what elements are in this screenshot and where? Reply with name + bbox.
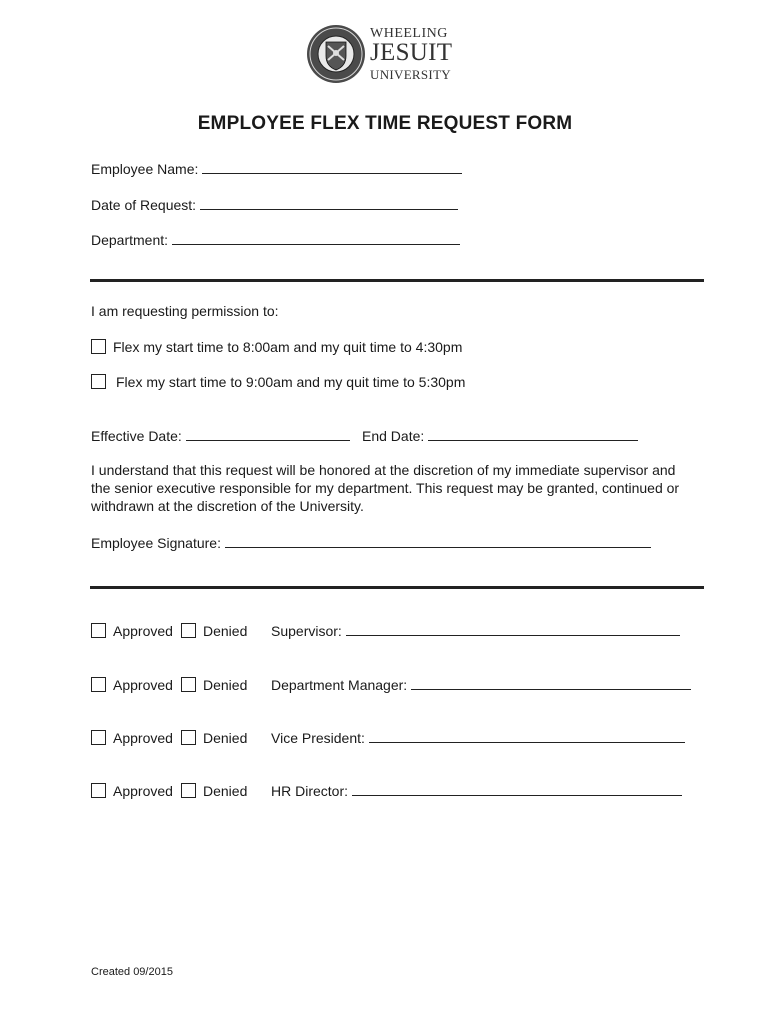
flex-option-1[interactable]: [91, 338, 462, 356]
department-line[interactable]: [172, 231, 460, 245]
hr-director-signature-line[interactable]: [352, 782, 682, 796]
denied-checkbox[interactable]: [181, 677, 196, 692]
approved-option[interactable]: [91, 622, 173, 640]
date-of-request-field[interactable]: [91, 196, 458, 214]
approval-row-department-manager: [91, 676, 691, 696]
end-date-line[interactable]: [428, 427, 638, 441]
denied-label: Denied: [203, 783, 248, 799]
end-date-field[interactable]: [362, 427, 638, 445]
section-divider-1: [90, 279, 704, 282]
flex-option-2[interactable]: [91, 373, 465, 391]
denied-option[interactable]: [181, 782, 247, 800]
logo-line-3: UNIVERSITY: [370, 67, 451, 82]
form-title: EMPLOYEE FLEX TIME REQUEST FORM: [197, 113, 573, 134]
supervisor-label: Supervisor:: [271, 623, 342, 639]
approval-row-hr-director: [91, 782, 691, 802]
flex-option-1-checkbox[interactable]: [91, 339, 106, 354]
approved-option[interactable]: [91, 676, 173, 694]
created-date: Created 09/2015: [91, 966, 173, 978]
university-seal-icon: [306, 24, 366, 84]
department-manager-signature-field[interactable]: [271, 676, 691, 694]
effective-date-line[interactable]: [186, 427, 350, 441]
approved-label: Approved: [113, 783, 173, 799]
denied-checkbox[interactable]: [181, 730, 196, 745]
flex-option-2-checkbox[interactable]: [91, 374, 106, 389]
hr-director-label: HR Director:: [271, 783, 349, 799]
discretion-statement: I understand that this request will be honored at the discretion of my immediate supervisor and the senior executive responsible for my department. This request may be granted, continued or withdrawn at the discretion of the University.: [91, 462, 680, 514]
supervisor-signature-line[interactable]: [346, 622, 680, 636]
denied-checkbox[interactable]: [181, 783, 196, 798]
department-label: Department:: [91, 232, 169, 248]
approved-label: Approved: [113, 730, 173, 746]
department-manager-label: Department Manager:: [271, 677, 408, 693]
date-of-request-label: Date of Request:: [91, 197, 197, 213]
approved-label: Approved: [113, 623, 173, 639]
department-field[interactable]: [91, 231, 460, 249]
approved-checkbox[interactable]: [91, 730, 106, 745]
supervisor-signature-field[interactable]: [271, 622, 680, 640]
department-manager-signature-line[interactable]: [411, 676, 691, 690]
approved-checkbox[interactable]: [91, 623, 106, 638]
approved-label: Approved: [113, 677, 173, 693]
approved-option[interactable]: [91, 782, 173, 800]
employee-signature-label: Employee Signature:: [91, 535, 221, 551]
request-intro: I am requesting permission to:: [91, 303, 279, 319]
approved-checkbox[interactable]: [91, 783, 106, 798]
denied-option[interactable]: [181, 622, 247, 640]
logo-line-2: JESUIT: [370, 39, 453, 66]
denied-option[interactable]: [181, 676, 247, 694]
vice-president-label: Vice President:: [271, 730, 365, 746]
denied-option[interactable]: [181, 729, 247, 747]
employee-signature-line[interactable]: [225, 534, 651, 548]
employee-name-field[interactable]: [91, 160, 462, 178]
end-date-label: End Date:: [362, 428, 425, 444]
flex-option-1-label: Flex my start time to 8:00am and my quit time to 4:30pm: [113, 339, 463, 355]
employee-name-label: Employee Name:: [91, 161, 199, 177]
logo-line-1: WHEELING: [370, 26, 448, 41]
employee-name-line[interactable]: [202, 160, 462, 174]
denied-checkbox[interactable]: [181, 623, 196, 638]
university-logo: [306, 24, 456, 86]
denied-label: Denied: [203, 677, 248, 693]
vice-president-signature-line[interactable]: [369, 729, 685, 743]
flex-option-2-label: Flex my start time to 9:00am and my quit time to 5:30pm: [116, 374, 466, 390]
effective-date-label: Effective Date:: [91, 428, 182, 444]
hr-director-signature-field[interactable]: [271, 782, 682, 800]
vice-president-signature-field[interactable]: [271, 729, 685, 747]
approved-checkbox[interactable]: [91, 677, 106, 692]
date-of-request-line[interactable]: [200, 196, 458, 210]
approved-option[interactable]: [91, 729, 173, 747]
employee-signature-field[interactable]: [91, 534, 651, 552]
section-divider-2: [90, 586, 704, 589]
approval-row-supervisor: [91, 622, 691, 642]
denied-label: Denied: [203, 730, 248, 746]
effective-date-field[interactable]: [91, 427, 350, 445]
denied-label: Denied: [203, 623, 248, 639]
approval-row-vice-president: [91, 729, 691, 749]
